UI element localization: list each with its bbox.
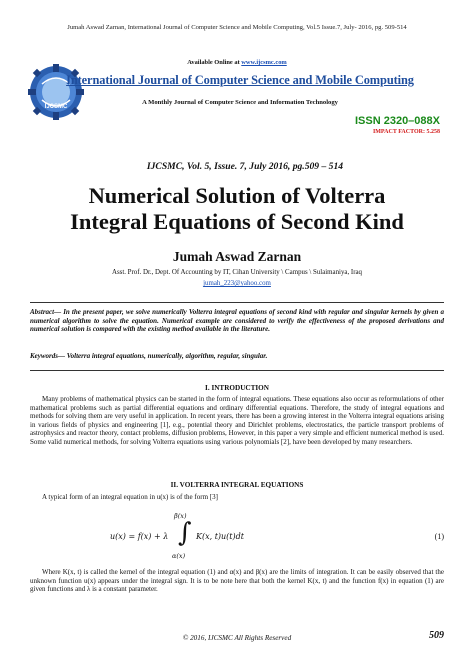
equation-intro: A typical form of an integral equation in u(x) is of the form [3] xyxy=(42,493,218,501)
paper-title xyxy=(0,183,474,235)
lower-limit: α(x) xyxy=(172,552,186,560)
equation-number: (1) xyxy=(434,532,444,541)
equation-lhs: u(x) = f(x) + λ xyxy=(110,532,169,541)
keywords: Keywords— Volterra integral equations, numerically, algorithm, regular, singular. xyxy=(30,352,268,360)
author-email-link[interactable]: jumah_223@yahoo.com xyxy=(203,280,271,287)
available-online xyxy=(0,59,474,66)
kernel-paragraph: Where K(x, t) is called the kernel of the integral equation (1) and α(x) and β(x) are the limits of integration. It can be easily observed that the unknown function u(x) appears under the integral sign. It is to be note here that both the kernel K(x, t) and the function f(x) in equation (1) are given functions and λ is a constant parameter. xyxy=(30,568,444,594)
section-heading-volterra: II. VOLTERRA INTEGRAL EQUATIONS xyxy=(170,481,304,489)
integral-sign-icon: ∫ xyxy=(178,518,192,548)
copyright-footer: © 2016, IJCSMC All Rights Reserved xyxy=(182,634,292,642)
equation-1 xyxy=(110,512,370,560)
impact-factor: IMPACT FACTOR: 5.258 xyxy=(372,129,440,135)
author-name: Jumah Aswad Zarnan xyxy=(172,249,302,264)
equation-integrand: K(x, t)u(t)dt xyxy=(196,532,244,541)
journal-website-link[interactable]: www.ijcsmc.com xyxy=(241,59,287,66)
introduction-paragraph: Many problems of mathematical physics can be started in the form of integral equations. These equations also occur as reformulations of other mathematical problems such as partial differential equations and ordinary differential equations. Therefore, the study of integral equations and methods for solving them are very useful in application. In recent years, there has been a growing interest in the Volterra integral equations arising in various fields of physics and engineering [1], e.g., potential theory and Dirichlet problems, electrostatics, the particle transport problems of astrophysics and reactor theory, contact problems, diffusion problems, However, in this paper a very simple and efficient numerical method is used. Some valid numerical methods, for solving Volterra equations using various polynomials [2], have been developed by many researchers. xyxy=(30,395,444,446)
paper-title-line2: Integral Equations of Second Kind xyxy=(70,209,404,234)
citation-line: IJCSMC, Vol. 5, Issue. 7, July 2016, pg.509 – 514 xyxy=(146,161,344,172)
paper-title-line1: Numerical Solution of Volterra xyxy=(88,183,386,208)
page-number: 509 xyxy=(429,630,444,641)
author-affiliation: Asst. Prof. Dr., Dept. Of Accounting by IT, Cihan University \ Campus \ Sulaimaniya, Iraq xyxy=(111,269,362,276)
svg-text:IJCSMC: IJCSMC xyxy=(44,104,68,110)
journal-title[interactable]: International Journal of Computer Science and Mobile Computing xyxy=(66,73,414,87)
journal-subtitle: A Monthly Journal of Computer Science and Information Technology xyxy=(142,99,338,106)
section-heading-introduction: I. INTRODUCTION xyxy=(205,384,269,392)
available-prefix: Available Online at xyxy=(187,59,242,66)
issn-number: ISSN 2320–088X xyxy=(354,115,440,127)
divider-top xyxy=(30,302,444,303)
upper-limit: β(x) xyxy=(174,512,187,520)
divider-bottom xyxy=(30,370,444,371)
abstract: Abstract— In the present paper, we solve numerically Volterra integral equations of second kind with regular and singular kernels by given a numerical algorithm to solve the equation. Numerical example are considered to verify the effectiveness of the proposed derivations and numerical solution is compared with the existing method available in the literature. xyxy=(30,308,444,334)
running-head: Jumah Aswad Zarnan, International Journal of Computer Science and Mobile Computing, Vol.5 Issue.7, July- 2016, pg. 509-514 xyxy=(67,24,407,31)
